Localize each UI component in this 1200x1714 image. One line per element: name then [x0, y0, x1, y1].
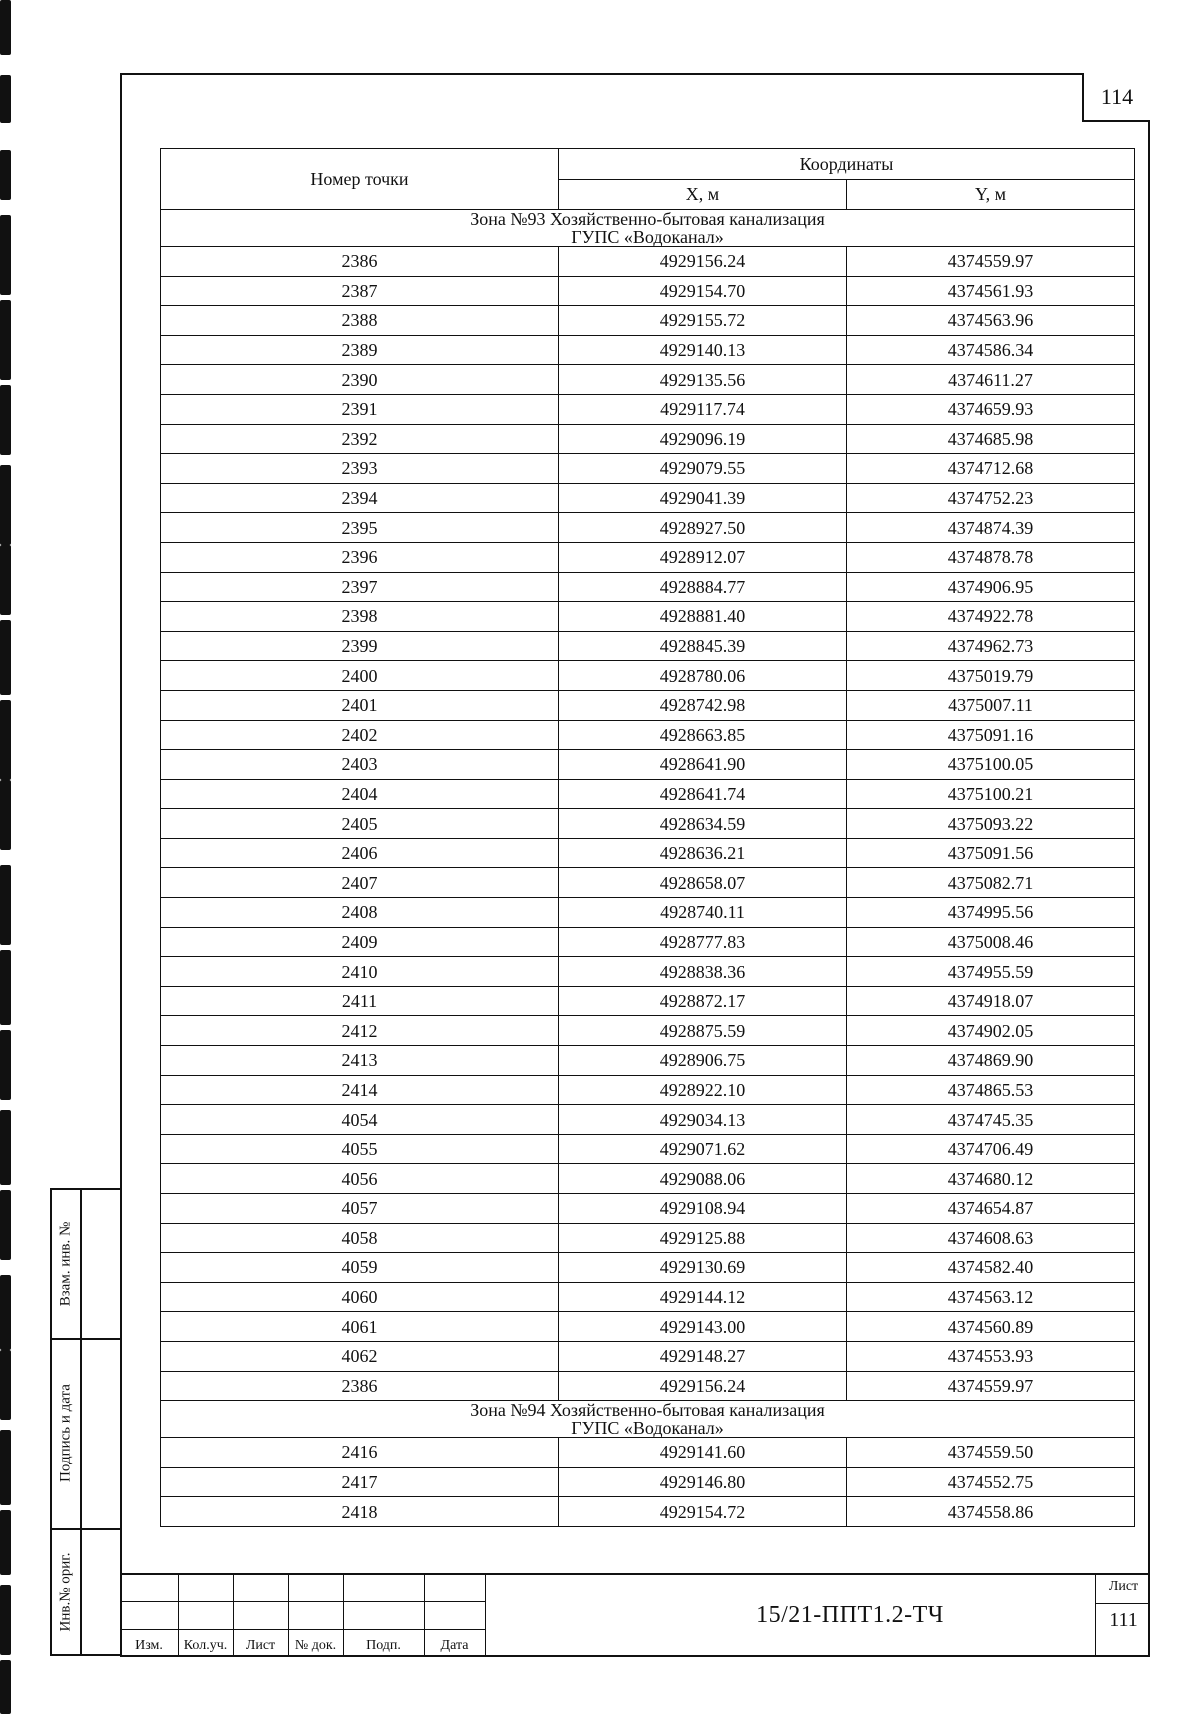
point-number-cell: 4059 [161, 1253, 559, 1283]
table-row [161, 365, 1135, 395]
point-number-cell: 2402 [161, 720, 559, 750]
point-number-cell: 2410 [161, 957, 559, 987]
y-coordinate-cell: 4375091.16 [847, 720, 1135, 750]
column-label-signature: Подп. [366, 1638, 401, 1653]
y-coordinate-cell: 4374559.97 [847, 247, 1135, 277]
header-y: Y, м [847, 179, 1135, 210]
column-label-date: Дата [440, 1638, 469, 1653]
sheet-label: Лист [1108, 1579, 1139, 1594]
binding-mark [0, 780, 11, 850]
x-coordinate-cell: 4929154.72 [559, 1497, 847, 1527]
point-number-cell: 2393 [161, 454, 559, 484]
y-coordinate-cell: 4375019.79 [847, 661, 1135, 691]
point-number-cell: 2401 [161, 690, 559, 720]
y-coordinate-cell: 4375007.11 [847, 690, 1135, 720]
side-stamp-separator [52, 1338, 120, 1340]
zone-title-line1: Зона №94 Хозяйственно-бытовая канализация [470, 1400, 825, 1421]
table-row [161, 1438, 1135, 1468]
y-coordinate-cell: 4374553.93 [847, 1341, 1135, 1371]
x-coordinate-cell: 4928875.59 [559, 1016, 847, 1046]
header-x: X, м [559, 179, 847, 210]
table-row [161, 720, 1135, 750]
table-row [161, 1467, 1135, 1497]
table-row [161, 394, 1135, 424]
y-coordinate-cell: 4374586.34 [847, 335, 1135, 365]
x-coordinate-cell: 4929156.24 [559, 247, 847, 277]
y-coordinate-cell: 4374962.73 [847, 631, 1135, 661]
document-code: 15/21-ППТ1.2-ТЧ [756, 1601, 944, 1628]
x-coordinate-cell: 4928845.39 [559, 631, 847, 661]
table-row [161, 898, 1135, 928]
x-coordinate-cell: 4928742.98 [559, 690, 847, 720]
point-number-cell: 4055 [161, 1134, 559, 1164]
side-label-replacement-inventory: Взам. инв. № [57, 1221, 74, 1307]
table-row [161, 927, 1135, 957]
x-coordinate-cell: 4928881.40 [559, 602, 847, 632]
y-coordinate-cell: 4374712.68 [847, 454, 1135, 484]
sheet-separator [1096, 1603, 1149, 1604]
y-coordinate-cell: 4374559.97 [847, 1371, 1135, 1401]
y-coordinate-cell: 4374659.93 [847, 394, 1135, 424]
column-label-sheet: Лист [245, 1638, 276, 1653]
x-coordinate-cell: 4929144.12 [559, 1282, 847, 1312]
point-number-cell: 2406 [161, 838, 559, 868]
binding-mark [0, 1660, 11, 1714]
point-number-cell: 2411 [161, 986, 559, 1016]
binding-mark [0, 300, 11, 380]
y-coordinate-cell: 4374654.87 [847, 1194, 1135, 1224]
table-row [161, 1223, 1135, 1253]
zone-header-row [161, 210, 1135, 247]
sheet-box [1095, 1573, 1150, 1657]
table-row [161, 779, 1135, 809]
x-coordinate-cell: 4929125.88 [559, 1223, 847, 1253]
point-number-cell: 2407 [161, 868, 559, 898]
point-number-cell: 2387 [161, 276, 559, 306]
binding-mark [0, 465, 11, 545]
point-number-cell: 4056 [161, 1164, 559, 1194]
point-number-cell: 2405 [161, 809, 559, 839]
y-coordinate-cell: 4375008.46 [847, 927, 1135, 957]
x-coordinate-cell: 4929135.56 [559, 365, 847, 395]
y-coordinate-cell: 4374561.93 [847, 276, 1135, 306]
table-row [161, 276, 1135, 306]
table-row [161, 957, 1135, 987]
table-row [161, 809, 1135, 839]
y-coordinate-cell: 4375082.71 [847, 868, 1135, 898]
binding-mark [0, 1190, 11, 1260]
x-coordinate-cell: 4928777.83 [559, 927, 847, 957]
table-row [161, 247, 1135, 277]
y-coordinate-cell: 4375091.56 [847, 838, 1135, 868]
point-number-cell: 2404 [161, 779, 559, 809]
binding-mark [0, 1110, 11, 1185]
point-number-cell: 2414 [161, 1075, 559, 1105]
x-coordinate-cell: 4929154.70 [559, 276, 847, 306]
zone-title [161, 1401, 1135, 1438]
x-coordinate-cell: 4928838.36 [559, 957, 847, 987]
binding-marks [0, 0, 14, 1714]
y-coordinate-cell: 4374869.90 [847, 1046, 1135, 1076]
table-row [161, 750, 1135, 780]
x-coordinate-cell: 4929155.72 [559, 306, 847, 336]
binding-mark [0, 150, 11, 200]
y-coordinate-cell: 4374559.50 [847, 1438, 1135, 1468]
y-coordinate-cell: 4374685.98 [847, 424, 1135, 454]
x-coordinate-cell: 4928922.10 [559, 1075, 847, 1105]
y-coordinate-cell: 4374558.86 [847, 1497, 1135, 1527]
y-coordinate-cell: 4374874.39 [847, 513, 1135, 543]
table-body [161, 210, 1135, 1527]
point-number-cell: 2390 [161, 365, 559, 395]
y-coordinate-cell: 4374706.49 [847, 1134, 1135, 1164]
table-row [161, 1016, 1135, 1046]
zone-title-line2: ГУПС «Водоканал» [571, 1418, 724, 1439]
x-coordinate-cell: 4928740.11 [559, 898, 847, 928]
x-coordinate-cell: 4929117.74 [559, 394, 847, 424]
header-coordinates: Координаты [559, 149, 1135, 180]
y-coordinate-cell: 4374752.23 [847, 483, 1135, 513]
point-number-cell: 2413 [161, 1046, 559, 1076]
y-coordinate-cell: 4374563.12 [847, 1282, 1135, 1312]
table-row [161, 1341, 1135, 1371]
table-row [161, 868, 1135, 898]
point-number-cell: 2394 [161, 483, 559, 513]
x-coordinate-cell: 4929079.55 [559, 454, 847, 484]
x-coordinate-cell: 4928641.90 [559, 750, 847, 780]
point-number-cell: 2400 [161, 661, 559, 691]
coordinates-table [160, 148, 1135, 1527]
point-number-cell: 2388 [161, 306, 559, 336]
binding-mark [0, 385, 11, 455]
binding-mark [0, 1430, 11, 1505]
point-number-cell: 2416 [161, 1438, 559, 1468]
point-number-cell: 4058 [161, 1223, 559, 1253]
x-coordinate-cell: 4929143.00 [559, 1312, 847, 1342]
x-coordinate-cell: 4928927.50 [559, 513, 847, 543]
x-coordinate-cell: 4928636.21 [559, 838, 847, 868]
y-coordinate-cell: 4375093.22 [847, 809, 1135, 839]
binding-mark [0, 1510, 11, 1575]
x-coordinate-cell: 4929034.13 [559, 1105, 847, 1135]
x-coordinate-cell: 4929096.19 [559, 424, 847, 454]
y-coordinate-cell: 4374865.53 [847, 1075, 1135, 1105]
side-stamp [50, 1188, 120, 1656]
point-number-cell: 2399 [161, 631, 559, 661]
point-number-cell: 2408 [161, 898, 559, 928]
side-label-original-inventory: Инв.№ ориг. [57, 1552, 74, 1632]
zone-title-line2: ГУПС «Водоканал» [571, 227, 724, 247]
x-coordinate-cell: 4929130.69 [559, 1253, 847, 1283]
table-row [161, 424, 1135, 454]
binding-mark [0, 1585, 11, 1655]
binding-mark [0, 1275, 11, 1350]
x-coordinate-cell: 4929141.60 [559, 1438, 847, 1468]
binding-mark [0, 215, 11, 295]
y-coordinate-cell: 4374611.27 [847, 365, 1135, 395]
revision-grid-line [120, 1629, 485, 1630]
y-coordinate-cell: 4374906.95 [847, 572, 1135, 602]
table-row [161, 335, 1135, 365]
point-number-cell: 2391 [161, 394, 559, 424]
zone-title [161, 210, 1135, 247]
binding-mark [0, 75, 11, 123]
zone-header-row [161, 1401, 1135, 1438]
column-label-doc-number: № док. [294, 1638, 337, 1653]
y-coordinate-cell: 4375100.05 [847, 750, 1135, 780]
column-label-count: Кол.уч. [183, 1638, 228, 1653]
y-coordinate-cell: 4375100.21 [847, 779, 1135, 809]
y-coordinate-cell: 4374552.75 [847, 1467, 1135, 1497]
y-coordinate-cell: 4374582.40 [847, 1253, 1135, 1283]
point-number-cell: 2417 [161, 1467, 559, 1497]
point-number-cell: 2409 [161, 927, 559, 957]
table-row [161, 1282, 1135, 1312]
binding-mark [0, 950, 11, 1025]
y-coordinate-cell: 4374878.78 [847, 542, 1135, 572]
table-row [161, 306, 1135, 336]
table-row [161, 483, 1135, 513]
x-coordinate-cell: 4929071.62 [559, 1134, 847, 1164]
table-row [161, 1194, 1135, 1224]
y-coordinate-cell: 4374955.59 [847, 957, 1135, 987]
binding-mark [0, 700, 11, 780]
table-row [161, 661, 1135, 691]
point-number-cell: 2412 [161, 1016, 559, 1046]
binding-mark [0, 545, 11, 615]
table-row [161, 572, 1135, 602]
binding-mark [0, 620, 11, 695]
binding-mark [0, 1030, 11, 1100]
x-coordinate-cell: 4929156.24 [559, 1371, 847, 1401]
y-coordinate-cell: 4374922.78 [847, 602, 1135, 632]
x-coordinate-cell: 4929108.94 [559, 1194, 847, 1224]
table-row [161, 1253, 1135, 1283]
table-row [161, 1312, 1135, 1342]
binding-mark [0, 1350, 11, 1420]
point-number-cell: 2418 [161, 1497, 559, 1527]
x-coordinate-cell: 4928912.07 [559, 542, 847, 572]
point-number-cell: 4062 [161, 1341, 559, 1371]
point-number-cell: 2398 [161, 602, 559, 632]
page-number: 114 [1082, 73, 1150, 122]
x-coordinate-cell: 4928780.06 [559, 661, 847, 691]
y-coordinate-cell: 4374560.89 [847, 1312, 1135, 1342]
x-coordinate-cell: 4929140.13 [559, 335, 847, 365]
table-row [161, 1075, 1135, 1105]
point-number-cell: 4054 [161, 1105, 559, 1135]
x-coordinate-cell: 4928634.59 [559, 809, 847, 839]
y-coordinate-cell: 4374995.56 [847, 898, 1135, 928]
side-label-signature-date: Подпись и дата [57, 1384, 74, 1482]
y-coordinate-cell: 4374608.63 [847, 1223, 1135, 1253]
table-row [161, 1371, 1135, 1401]
x-coordinate-cell: 4928658.07 [559, 868, 847, 898]
table-row [161, 454, 1135, 484]
x-coordinate-cell: 4929088.06 [559, 1164, 847, 1194]
x-coordinate-cell: 4928663.85 [559, 720, 847, 750]
header-point-number: Номер точки [161, 149, 559, 210]
table-row [161, 542, 1135, 572]
side-stamp-divider [80, 1190, 82, 1656]
point-number-cell: 4057 [161, 1194, 559, 1224]
point-number-cell: 4061 [161, 1312, 559, 1342]
revision-grid [120, 1573, 485, 1657]
table-row [161, 602, 1135, 632]
table-row [161, 1105, 1135, 1135]
point-number-cell: 4060 [161, 1282, 559, 1312]
binding-mark [0, 0, 11, 55]
point-number-cell: 2397 [161, 572, 559, 602]
table-row [161, 1046, 1135, 1076]
y-coordinate-cell: 4374918.07 [847, 986, 1135, 1016]
x-coordinate-cell: 4928641.74 [559, 779, 847, 809]
table-row [161, 1134, 1135, 1164]
revision-grid-line [120, 1601, 485, 1602]
sheet-number: 111 [1109, 1609, 1138, 1631]
table-row [161, 838, 1135, 868]
column-label-change: Изм. [135, 1638, 163, 1653]
x-coordinate-cell: 4929041.39 [559, 483, 847, 513]
table-row [161, 513, 1135, 543]
side-stamp-separator [52, 1528, 120, 1530]
point-number-cell: 2386 [161, 1371, 559, 1401]
title-block [120, 1573, 1150, 1657]
y-coordinate-cell: 4374563.96 [847, 306, 1135, 336]
point-number-cell: 2386 [161, 247, 559, 277]
y-coordinate-cell: 4374902.05 [847, 1016, 1135, 1046]
y-coordinate-cell: 4374680.12 [847, 1164, 1135, 1194]
zone-title-line1: Зона №93 Хозяйственно-бытовая канализация [470, 209, 825, 229]
point-number-cell: 2403 [161, 750, 559, 780]
binding-mark [0, 865, 11, 945]
x-coordinate-cell: 4928906.75 [559, 1046, 847, 1076]
x-coordinate-cell: 4929148.27 [559, 1341, 847, 1371]
table-row [161, 631, 1135, 661]
point-number-cell: 2389 [161, 335, 559, 365]
point-number-cell: 2396 [161, 542, 559, 572]
table-row [161, 1164, 1135, 1194]
x-coordinate-cell: 4928884.77 [559, 572, 847, 602]
table-row [161, 986, 1135, 1016]
x-coordinate-cell: 4929146.80 [559, 1467, 847, 1497]
point-number-cell: 2395 [161, 513, 559, 543]
point-number-cell: 2392 [161, 424, 559, 454]
x-coordinate-cell: 4928872.17 [559, 986, 847, 1016]
table-row [161, 1497, 1135, 1527]
y-coordinate-cell: 4374745.35 [847, 1105, 1135, 1135]
table-row [161, 690, 1135, 720]
